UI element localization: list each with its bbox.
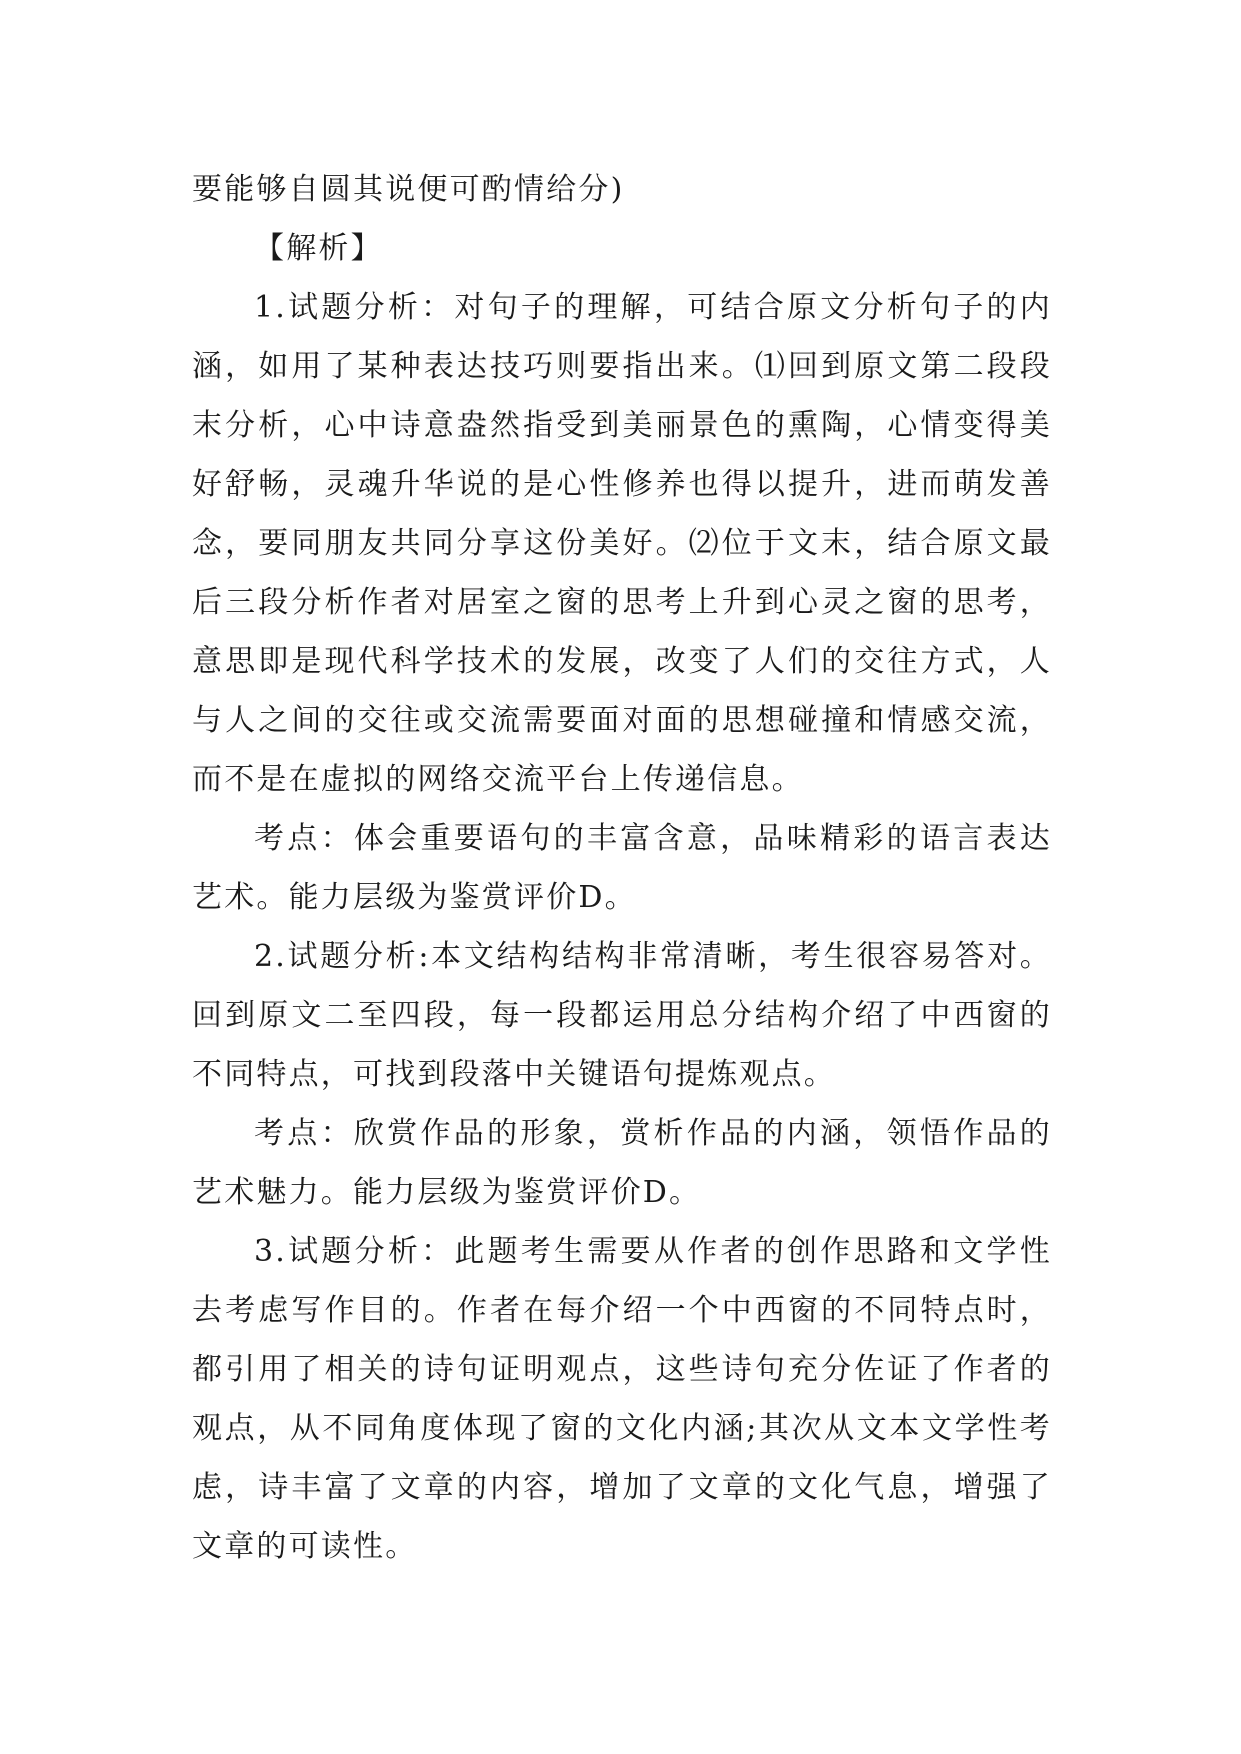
- paragraph-continuation: 要能够自圆其说便可酌情给分): [192, 172, 625, 207]
- paragraph-question-1-analysis: 1.试题分析：对句子的理解，可结合原文分析句子的内涵，如用了某种表达技巧则要指出来。⑴回到原文第二段段末分析，心中诗意盎然指受到美丽景色的熏陶，心情变得美好舒畅，灵魂升华说的是心性修养也得以提升，进而萌发善念，要同朋友共同分享这份美好。⑵位于文末，结合原文最后三段分析作者对居室之窗的思考上升到心灵之窗的思考，意思即是现代科学技术的发展，改变了人们的交往方式，人与人之间的交往或交流需要面对面的思想碰撞和情感交流，而不是在虚拟的网络交流平台上传递信息。: [192, 290, 1052, 797]
- paragraph-question-3-analysis: 3.试题分析：此题考生需要从作者的创作思路和文学性去考虑写作目的。作者在每介绍一个中西窗的不同特点时，都引用了相关的诗句证明观点，这些诗句充分佐证了作者的观点，从不同角度体现了窗的文化内涵;其次从文本文学性考虑，诗丰富了文章的内容，增加了文章的文化气息，增强了文章的可读性。: [192, 1234, 1052, 1564]
- document-page: [192, 160, 1052, 1576]
- paragraph-question-1-key-point: 考点：体会重要语句的丰富含意，品味精彩的语言表达艺术。能力层级为鉴赏评价D。: [192, 821, 1052, 915]
- paragraph-question-2-analysis: 2.试题分析:本文结构结构非常清晰，考生很容易答对。回到原文二至四段，每一段都运用总分结构介绍了中西窗的不同特点，可找到段落中关键语句提炼观点。: [192, 939, 1052, 1092]
- paragraph-question-2-key-point: 考点：欣赏作品的形象，赏析作品的内涵，领悟作品的艺术魅力。能力层级为鉴赏评价D。: [192, 1116, 1052, 1210]
- section-heading-analysis: 【解析】: [254, 231, 383, 266]
